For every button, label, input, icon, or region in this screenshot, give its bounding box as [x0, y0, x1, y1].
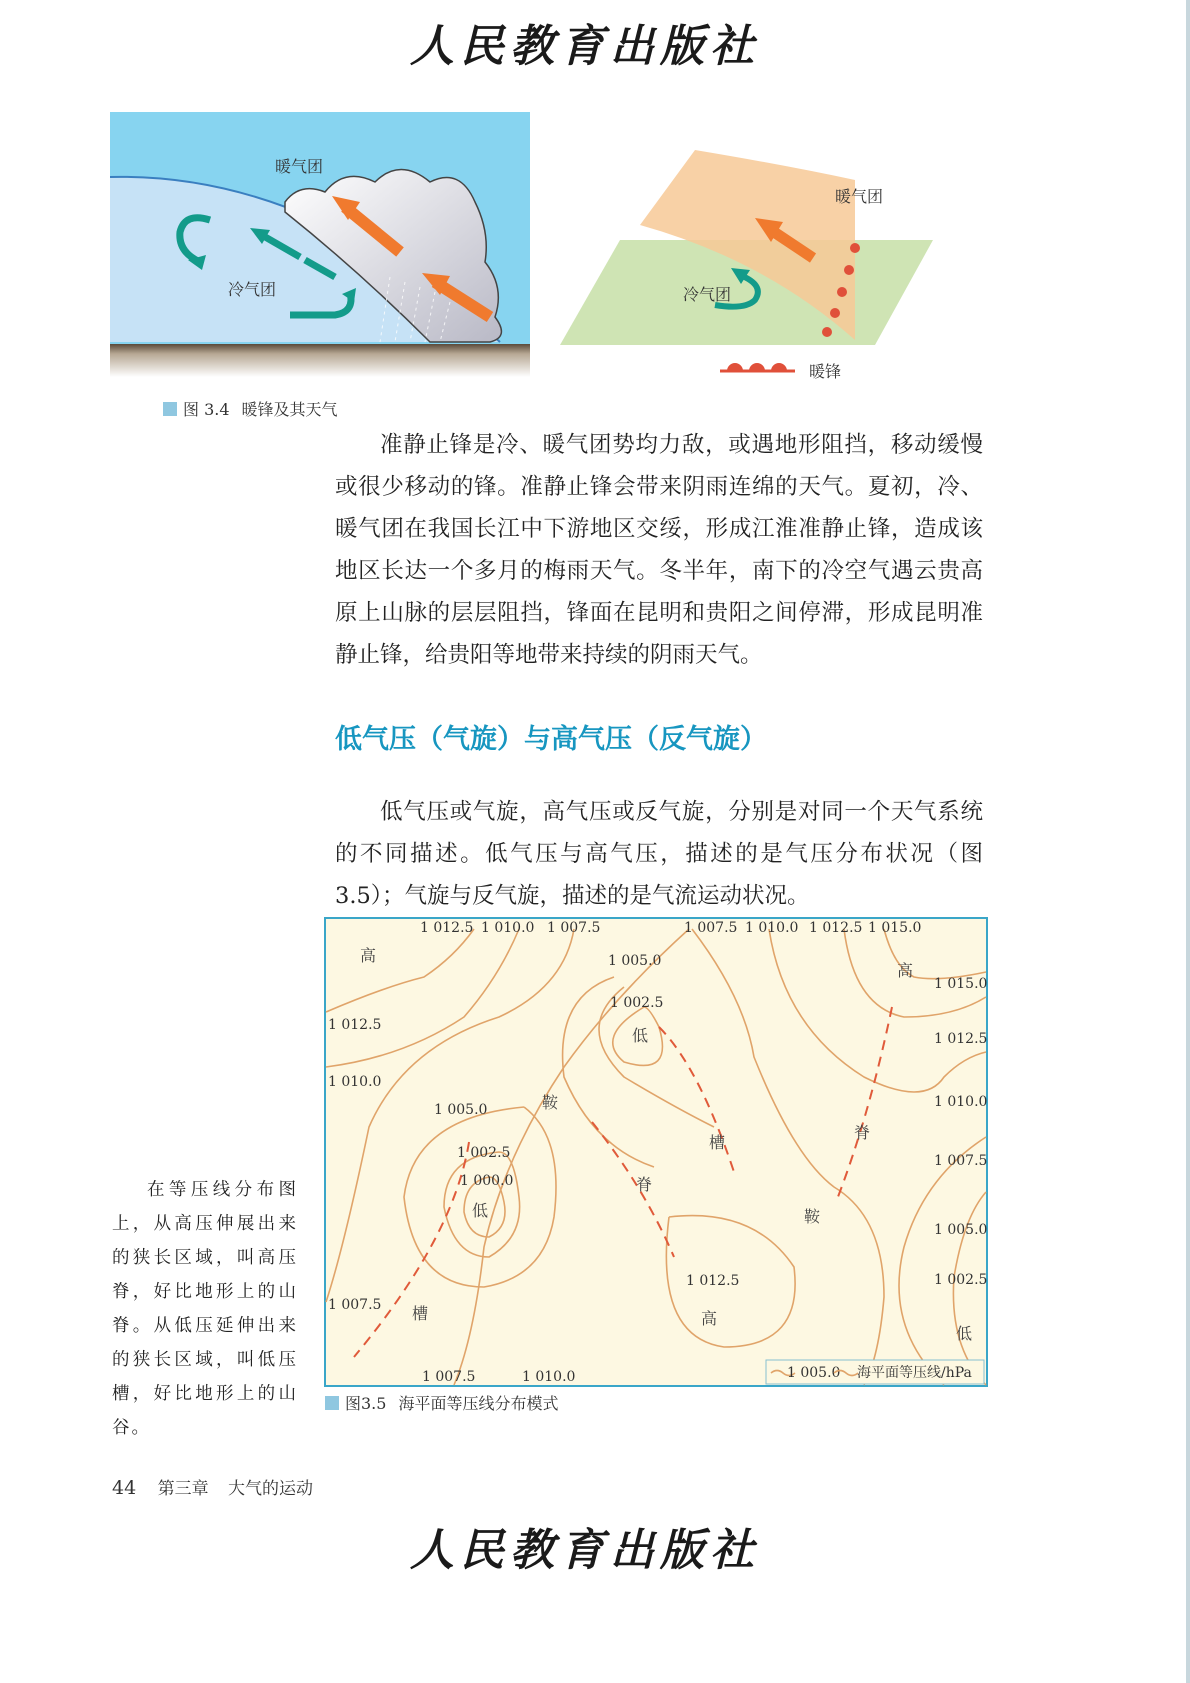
map-legend-value: 1 005.0 — [787, 1365, 841, 1381]
trough-label: 槽 — [709, 1133, 726, 1152]
page-footer — [112, 1474, 313, 1499]
high-pressure-label: 高 — [701, 1309, 718, 1328]
isobar-label-top: 1 012.5 — [420, 920, 474, 936]
publisher-logo-bottom: 人民教育出版社 — [410, 1525, 760, 1576]
isobar-label-top: 1 012.5 — [809, 920, 863, 936]
ridge-label: 脊 — [636, 1175, 653, 1194]
chapter-title: 大气的运动 — [228, 1479, 313, 1499]
isobar-label-right: 1 012.5 — [934, 1031, 988, 1047]
cold-air-label: 冷气团 — [228, 280, 277, 299]
low-pressure-label: 低 — [632, 1026, 649, 1045]
isobar-label-right: 1 002.5 — [934, 1272, 988, 1288]
sidenote-ridge-trough — [112, 1173, 298, 1445]
page-number: 44 — [112, 1477, 137, 1499]
isobar-label-right: 1 007.5 — [934, 1153, 988, 1169]
isobar-label-left: 1 012.5 — [328, 1017, 382, 1033]
warm-front-legend-label: 暖锋 — [809, 362, 842, 381]
isobar-label-right: 1 005.0 — [934, 1222, 988, 1238]
page-edge-band — [1186, 0, 1190, 1683]
saddle-label: 鞍 — [804, 1207, 821, 1226]
warm-front-perspective — [555, 150, 945, 390]
isobar-label-inner: 1 012.5 — [686, 1273, 740, 1289]
warm-front-legend-symbol — [720, 363, 795, 371]
trough-label: 槽 — [412, 1304, 429, 1323]
saddle-label: 鞍 — [542, 1093, 559, 1112]
isobar-label-left: 1 007.5 — [328, 1297, 382, 1313]
caption-marker — [163, 402, 177, 416]
warm-air-label: 暖气团 — [275, 157, 324, 176]
paragraph-2-text: 低气压或气旋，高气压或反气旋，分别是对同一个天气系统的不同描述。低气压与高气压，描述的是气压分布状况（图3.5）；气旋与反气旋，描述的是气流运动状况。 — [335, 799, 983, 909]
sidenote-text: 在等压线分布图上，从高压伸展出来的狭长区域，叫高压脊，好比地形上的山脊。从低压延伸出来的狭长区域，叫低压槽，好比地形上的山谷。 — [112, 1180, 298, 1438]
paragraph-1-text: 准静止锋是冷、暖气团势均力敌，或遇地形阻挡，移动缓慢或很少移动的锋。准静止锋会带来阴雨连绵的天气。夏初，冷、暖气团在我国长江中下游地区交绥，形成江淮准静止锋，造成该地区长达一个多月的梅雨天气。冬半年，南下的冷空气遇云贵高原上山脉的层层阻挡，锋面在昆明和贵阳之间停滞，形成昆明准静止锋，给贵阳等地带来持续的阴雨天气。 — [335, 432, 983, 668]
isobar-label-right: 1 015.0 — [934, 976, 988, 992]
warm-front-cross-section — [110, 112, 530, 377]
isobar-label-top: 1 010.0 — [745, 920, 799, 936]
isobar-label-right: 1 010.0 — [934, 1094, 988, 1110]
isobar-map — [324, 917, 988, 1387]
figure-3-4-caption — [163, 397, 338, 420]
paragraph-stationary-front — [335, 424, 983, 676]
figure-3-5-caption — [325, 1391, 558, 1414]
paragraph-cyclone — [335, 791, 983, 917]
caption-marker — [325, 1396, 339, 1410]
isobar-label-top: 1 010.0 — [481, 920, 535, 936]
ridge-label: 脊 — [854, 1123, 871, 1142]
isobar-label-inner: 1 000.0 — [460, 1173, 514, 1189]
low-pressure-label: 低 — [956, 1324, 973, 1343]
high-pressure-label: 高 — [897, 961, 914, 980]
isobar-label-inner: 1 005.0 — [608, 953, 662, 969]
figure-3-5-title: 海平面等压线分布模式 — [398, 1394, 559, 1413]
figure-3-4-number: 图 3.4 — [183, 400, 230, 419]
figure-3-5-number: 图3.5 — [345, 1394, 387, 1413]
isobar-label-top: 1 007.5 — [684, 920, 738, 936]
warm-air-label-right: 暖气团 — [835, 187, 884, 206]
low-pressure-label: 低 — [472, 1201, 489, 1220]
isobar-label-top: 1 007.5 — [547, 920, 601, 936]
isobar-label-bottom: 1 010.0 — [522, 1369, 576, 1385]
isobar-label-inner: 1 002.5 — [457, 1145, 511, 1161]
isobar-label-left: 1 010.0 — [328, 1074, 382, 1090]
cold-air-label-right: 冷气团 — [683, 285, 732, 304]
publisher-logo-top: 人民教育出版社 — [410, 21, 760, 72]
chapter-number: 第三章 — [157, 1479, 209, 1499]
isobar-label-bottom: 1 007.5 — [422, 1369, 476, 1385]
figure-3-4-title: 暖锋及其天气 — [241, 400, 338, 419]
high-pressure-label: 高 — [360, 946, 377, 965]
map-legend-text: 海平面等压线/hPa — [857, 1365, 972, 1381]
isobar-label-inner: 1 005.0 — [434, 1102, 488, 1118]
isobar-label-top: 1 015.0 — [868, 920, 922, 936]
section-heading: 低气压（气旋）与高气压（反气旋） — [335, 724, 767, 755]
isobar-label-inner: 1 002.5 — [610, 995, 664, 1011]
